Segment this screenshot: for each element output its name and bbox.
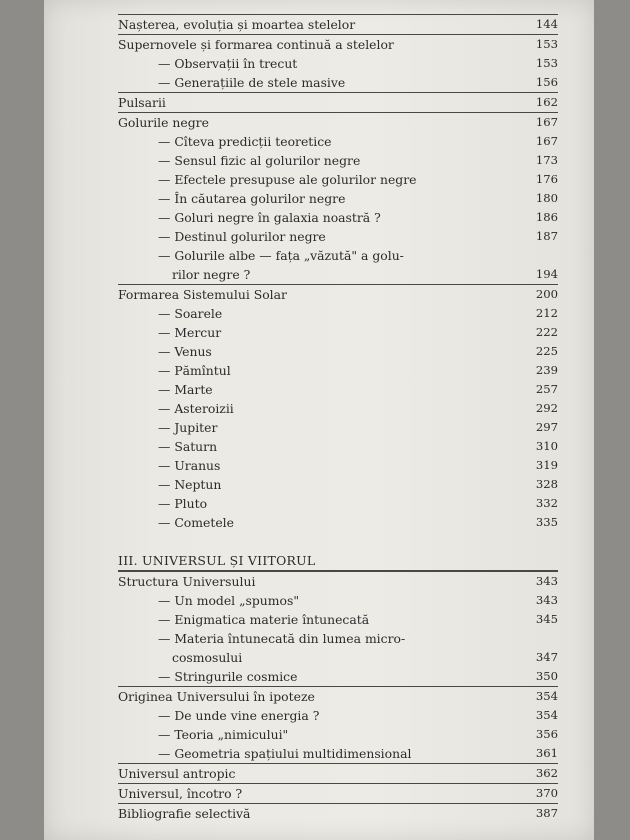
toc-entry-page: 186: [535, 210, 558, 224]
toc-entry-title: — Venus: [158, 344, 212, 359]
toc-entry-title: — Marte: [158, 382, 213, 397]
toc-entry: [118, 92, 558, 112]
toc-entry-title: — Jupiter: [158, 420, 218, 435]
toc-entry-page: 173: [535, 153, 558, 167]
toc-entry-title: — Destinul golurilor negre: [158, 229, 326, 244]
toc-entry: [118, 246, 558, 265]
toc-entry-page: 361: [535, 746, 558, 760]
toc-entry: [118, 418, 558, 437]
toc-entry: [118, 706, 558, 725]
toc-entry-title: — Goluri negre în galaxia noastră ?: [158, 210, 381, 225]
table-of-contents: [118, 14, 558, 823]
toc-entry: [118, 686, 558, 706]
toc-entry-page: 356: [535, 727, 558, 741]
toc-entry: [118, 380, 558, 399]
toc-entry-page: 222: [535, 325, 558, 339]
toc-entry-title: — Saturn: [158, 439, 218, 454]
toc-part-three: [118, 571, 558, 823]
toc-entry-title: — Generațiile de stele masive: [158, 75, 346, 90]
toc-entry-title: — Asteroizii: [158, 401, 234, 416]
toc-entry-title: — Pămîntul: [158, 363, 231, 378]
toc-entry-page: 292: [535, 401, 558, 415]
toc-entry: [118, 189, 558, 208]
toc-entry: [118, 629, 558, 648]
toc-entry-title: — Geometria spațiului multidimensional: [158, 746, 412, 761]
toc-entry-page: 162: [535, 95, 558, 109]
toc-entry-title: Bibliografie selectivă: [118, 806, 251, 821]
toc-entry-page: 370: [535, 786, 558, 800]
toc-entry: [118, 571, 558, 591]
toc-entry-page: 180: [535, 191, 558, 205]
toc-entry-title: cosmosului: [172, 650, 243, 665]
toc-entry-title: Nașterea, evoluția și moartea stelelor: [118, 17, 356, 32]
toc-entry: [118, 265, 558, 284]
toc-entry-page: 362: [535, 766, 558, 780]
toc-entry-page: 354: [535, 708, 558, 722]
toc-entry: [118, 304, 558, 323]
toc-entry-page: 153: [535, 56, 558, 70]
toc-entry: [118, 783, 558, 803]
toc-entry-page: 345: [535, 612, 558, 626]
toc-entry-page: 194: [535, 267, 558, 281]
toc-entry: [118, 437, 558, 456]
toc-entry-page: 335: [535, 515, 558, 529]
toc-entry-title: — Observații în trecut: [158, 56, 298, 71]
toc-entry-title: — Sensul fizic al golurilor negre: [158, 153, 361, 168]
toc-entry-title: — Pluto: [158, 496, 208, 511]
toc-entry-title: — Teoria „nimicului": [158, 727, 289, 742]
toc-entry-page: 200: [535, 287, 558, 301]
toc-entry: [118, 132, 558, 151]
toc-entry-page: 144: [535, 17, 558, 31]
toc-entry-page: 257: [535, 382, 558, 396]
toc-entry-page: 225: [535, 344, 558, 358]
toc-entry-title: — Materia întunecată din lumea micro-: [158, 631, 406, 646]
toc-entry-page: 239: [535, 363, 558, 377]
toc-entry: [118, 323, 558, 342]
toc-entry: [118, 170, 558, 189]
toc-entry-title: — De unde vine energia ?: [158, 708, 320, 723]
toc-entry-page: 319: [535, 458, 558, 472]
toc-entry: [118, 648, 558, 667]
toc-entry: [118, 456, 558, 475]
toc-entry-page: 167: [535, 115, 558, 129]
toc-entry-title: — Golurile albe — fața „văzută" a golu-: [158, 248, 404, 263]
toc-entry-title: Golurile negre: [118, 115, 209, 130]
toc-entry-page: 167: [535, 134, 558, 148]
toc-entry: [118, 513, 558, 532]
section-heading: [118, 551, 558, 571]
toc-entry: [118, 591, 558, 610]
toc-entry-title: Originea Universului în ipoteze: [118, 689, 315, 704]
toc-entry: [118, 208, 558, 227]
toc-entry-title: Formarea Sistemului Solar: [118, 287, 287, 302]
toc-entry-title: — Un model „spumos": [158, 593, 300, 608]
toc-entry-title: — Efectele presupuse ale golurilor negre: [158, 172, 417, 187]
toc-entry-page: 176: [535, 172, 558, 186]
toc-entry: [118, 361, 558, 380]
toc-entry-page: 328: [535, 477, 558, 491]
toc-entry-page: 387: [535, 806, 558, 820]
toc-entry-title: Pulsarii: [118, 95, 166, 110]
section-title: III. UNIVERSUL ȘI VIITORUL: [118, 553, 316, 568]
toc-entry-title: — Cîteva predicții teoretice: [158, 134, 332, 149]
toc-entry-page: 156: [535, 75, 558, 89]
toc-entry-title: — Neptun: [158, 477, 222, 492]
toc-entry-page: 354: [535, 689, 558, 703]
toc-entry-page: 187: [535, 229, 558, 243]
toc-entry-title: — Stringurile cosmice: [158, 669, 298, 684]
toc-entry: [118, 151, 558, 170]
toc-entry-title: Supernovele și formarea continuă a stelelor: [118, 37, 394, 52]
toc-entry: [118, 227, 558, 246]
toc-entry-page: 343: [535, 593, 558, 607]
toc-entry-title: rilor negre ?: [172, 267, 251, 282]
toc-entry: [118, 803, 558, 823]
toc-entry-title: Universul, încotro ?: [118, 786, 243, 801]
toc-entry: [118, 494, 558, 513]
toc-entry-title: Universul antropic: [118, 766, 236, 781]
toc-entry: [118, 73, 558, 92]
toc-entry: [118, 744, 558, 763]
toc-entry-title: Structura Universului: [118, 574, 256, 589]
toc-entry-title: — Cometele: [158, 515, 234, 530]
toc-entry: [118, 610, 558, 629]
toc-entry-page: 297: [535, 420, 558, 434]
toc-entry-title: — Soarele: [158, 306, 223, 321]
toc-entry-page: 153: [535, 37, 558, 51]
toc-entry: [118, 667, 558, 686]
toc-part-two: [118, 14, 558, 532]
toc-entry: [118, 725, 558, 744]
book-page: [44, 0, 594, 840]
toc-entry-page: 332: [535, 496, 558, 510]
toc-entry-page: 310: [535, 439, 558, 453]
toc-entry: [118, 342, 558, 361]
toc-entry: [118, 284, 558, 304]
toc-entry: [118, 34, 558, 54]
toc-entry: [118, 112, 558, 132]
toc-entry: [118, 14, 558, 34]
toc-entry-title: — Uranus: [158, 458, 221, 473]
toc-entry: [118, 475, 558, 494]
toc-entry-page: 347: [535, 650, 558, 664]
toc-entry-page: 350: [535, 669, 558, 683]
toc-entry: [118, 54, 558, 73]
toc-entry-title: — Enigmatica materie întunecată: [158, 612, 370, 627]
toc-entry-title: — În căutarea golurilor negre: [158, 191, 346, 206]
toc-entry-page: 343: [535, 574, 558, 588]
toc-entry: [118, 763, 558, 783]
toc-entry-page: 212: [535, 306, 558, 320]
toc-entry-title: — Mercur: [158, 325, 222, 340]
toc-entry: [118, 399, 558, 418]
